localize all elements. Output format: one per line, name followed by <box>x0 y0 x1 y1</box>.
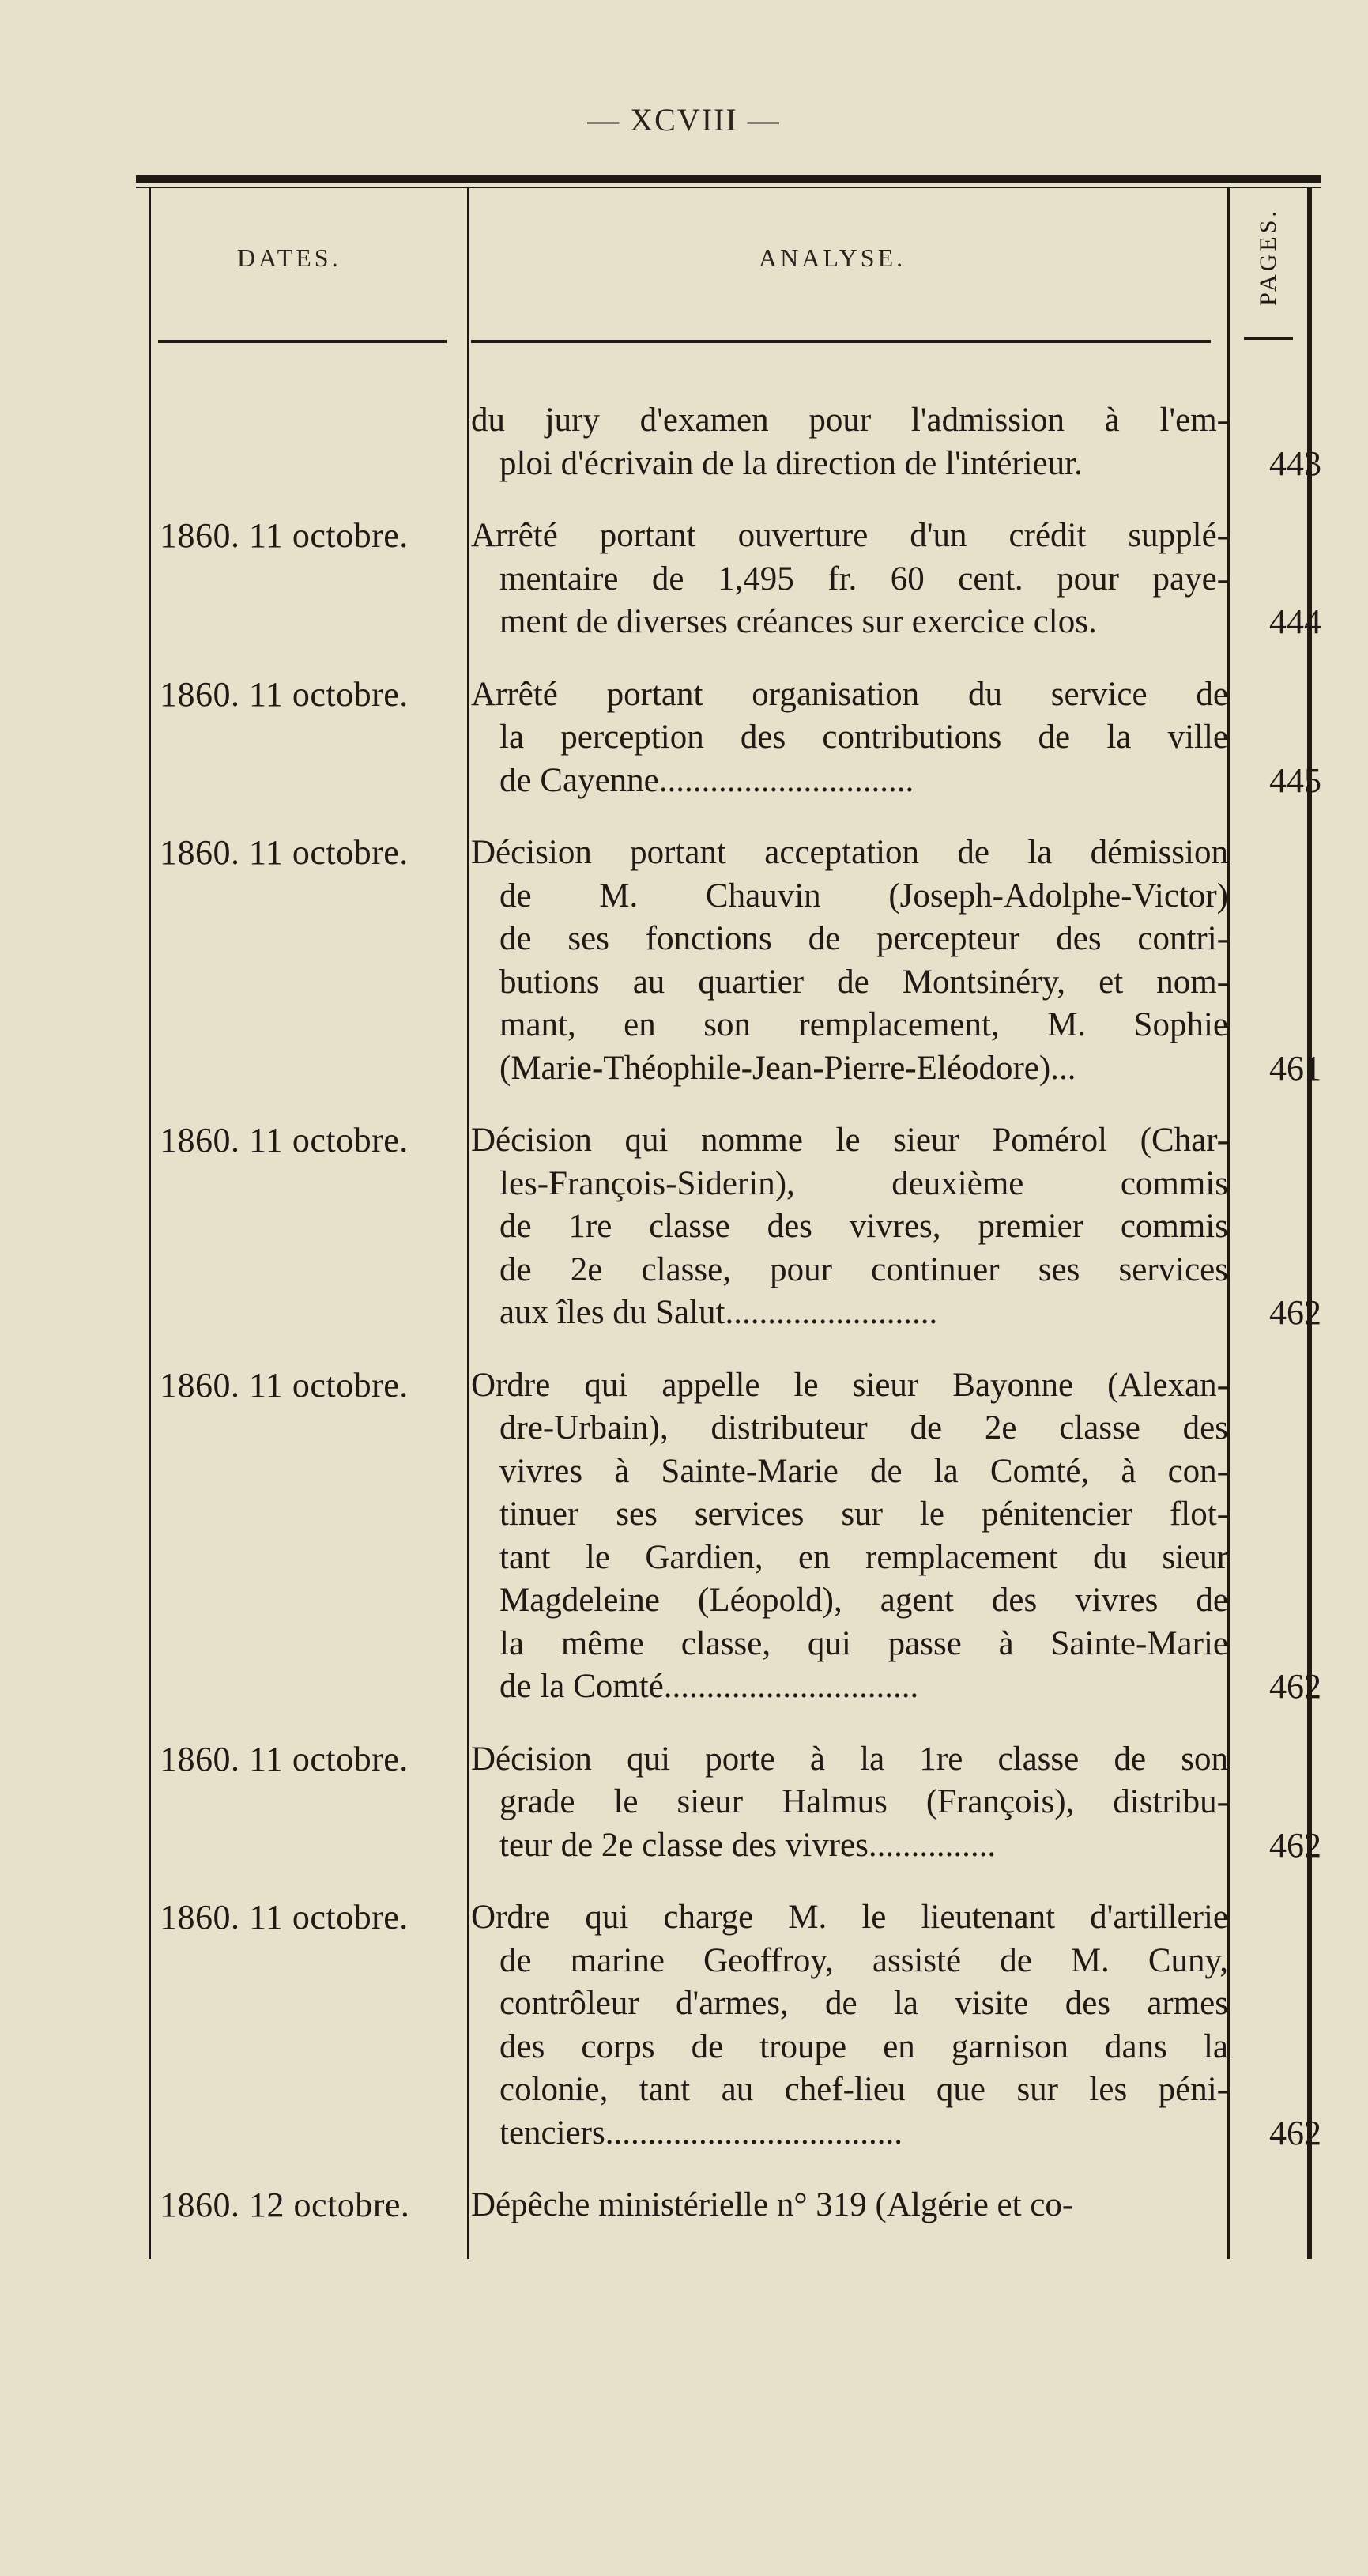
entry-analysis <box>471 1896 1228 2155</box>
analysis-line: mentaire de 1,495 fr. 60 cent. pour paye- <box>499 560 1228 598</box>
analysis-line: tenciers................................... <box>499 2114 903 2152</box>
entry-page-number: 462 <box>1269 1293 1321 1332</box>
analysis-line: de Cayenne.............................. <box>499 761 914 799</box>
analysis-line: Ordre qui charge M. le lieutenant d'artillerie <box>471 1899 1228 1936</box>
analysis-line: ment de diverses créances sur exercice clos. <box>499 603 1097 640</box>
entry-analysis <box>471 1738 1228 1868</box>
header-rule-dates <box>158 340 447 343</box>
analysis-line: de marine Geoffroy, assisté de M. Cuny, <box>499 1941 1228 1979</box>
entry-analysis <box>471 832 1228 1090</box>
analysis-line: de 1re classe des vivres, premier commis <box>499 1208 1228 1245</box>
analysis-line: Arrêté portant ouverture d'un crédit supplé- <box>471 517 1228 554</box>
entry-date: 1860. 11 octobre. <box>160 1365 409 1405</box>
entry-page-number: 462 <box>1269 1667 1321 1706</box>
analysis-line: Décision qui nomme le sieur Pomérol (Char- <box>471 1122 1228 1159</box>
entry-page-number: 462 <box>1269 1825 1321 1865</box>
analysis-line: (Marie-Théophile-Jean-Pierre-Eléodore)... <box>499 1049 1076 1087</box>
analysis-line: de ses fonctions de percepteur des contri- <box>499 920 1228 957</box>
entry-date: 1860. 11 octobre. <box>160 833 409 872</box>
header-rule-pages <box>1244 337 1293 340</box>
analysis-line: Décision portant acceptation de la démission <box>471 834 1228 871</box>
analysis-line: aux îles du Salut......................... <box>499 1294 938 1331</box>
analysis-line: Décision qui porte à la 1re classe de son <box>471 1740 1228 1778</box>
header-analyse: ANALYSE. <box>759 243 906 272</box>
table-left-border <box>149 188 151 2259</box>
analysis-line: Ordre qui appelle le sieur Bayonne (Alexan- <box>471 1366 1228 1404</box>
analysis-line: teur de 2e classe des vivres............... <box>499 1826 997 1864</box>
table-top-rule-thin <box>136 187 1321 188</box>
analysis-line: butions au quartier de Montsinéry, et nom- <box>499 963 1228 1001</box>
entry-date: 1860. 11 octobre. <box>160 1121 409 1160</box>
entry-analysis <box>471 515 1228 644</box>
analysis-line: mant, en son remplacement, M. Sophie <box>499 1006 1228 1043</box>
entry-page-number: 461 <box>1269 1048 1321 1088</box>
entry-analysis <box>471 399 1228 485</box>
analysis-line: tinuer ses services sur le pénitencier flot- <box>499 1495 1228 1533</box>
analysis-line: de M. Chauvin (Joseph-Adolphe-Victor) <box>499 877 1228 915</box>
analysis-line: de 2e classe, pour continuer ses services <box>499 1250 1228 1288</box>
entry-date: 1860. 11 octobre. <box>160 674 409 714</box>
entry-page-number: 462 <box>1269 2113 1321 2152</box>
entry-analysis <box>471 2184 1228 2227</box>
page-folio: — XCVIII — <box>587 102 781 138</box>
header-rule-analyse <box>471 340 1211 343</box>
entry-date: 1860. 11 octobre. <box>160 516 409 555</box>
table-top-rule-thick <box>136 175 1321 183</box>
dates-analyse-divider <box>467 188 469 2259</box>
header-dates: DATES. <box>237 243 341 272</box>
analysis-line: de la Comté.............................. <box>499 1668 919 1705</box>
analysis-line: Dépêche ministérielle n° 319 (Algérie et co- <box>471 2186 1074 2223</box>
entry-page-number: 445 <box>1269 760 1321 800</box>
analysis-line: grade le sieur Halmus (François), distribu- <box>499 1783 1228 1820</box>
analysis-line: dre-Urbain), distributeur de 2e classe des <box>499 1409 1228 1446</box>
entry-page-number: 444 <box>1269 602 1321 641</box>
entry-page-number: 443 <box>1269 443 1321 483</box>
analysis-line: la perception des contributions de la ville <box>499 718 1228 756</box>
analysis-line: Magdeleine (Léopold), agent des vivres de <box>499 1582 1228 1619</box>
entry-analysis <box>471 673 1228 803</box>
analysis-line: des corps de troupe en garnison dans la <box>499 2027 1228 2065</box>
analysis-line: la même classe, qui passe à Sainte-Marie <box>499 1624 1228 1662</box>
analysis-line: ploi d'écrivain de la direction de l'intérieur. <box>499 444 1083 482</box>
header-pages: PAGES. <box>1255 208 1281 306</box>
entry-date: 1860. 12 octobre. <box>160 2186 410 2224</box>
entry-analysis <box>471 1119 1228 1335</box>
table-right-border <box>1307 188 1312 2259</box>
analysis-line: du jury d'examen pour l'admission à l'em- <box>471 402 1228 439</box>
analysis-line: Arrêté portant organisation du service de <box>471 675 1228 713</box>
entry-date: 1860. 11 octobre. <box>160 1739 409 1778</box>
entry-analysis <box>471 1364 1228 1709</box>
analysis-line: les-François-Siderin), deuxième commis <box>499 1164 1228 1202</box>
analysis-line: vivres à Sainte-Marie de la Comté, à con- <box>499 1452 1228 1490</box>
entry-date: 1860. 11 octobre. <box>160 1898 409 1937</box>
analysis-line: contrôleur d'armes, de la visite des armes <box>499 1985 1228 2022</box>
analysis-line: colonie, tant au chef-lieu que sur les péni- <box>499 2071 1228 2108</box>
analysis-line: tant le Gardien, en remplacement du sieur <box>499 1538 1228 1576</box>
